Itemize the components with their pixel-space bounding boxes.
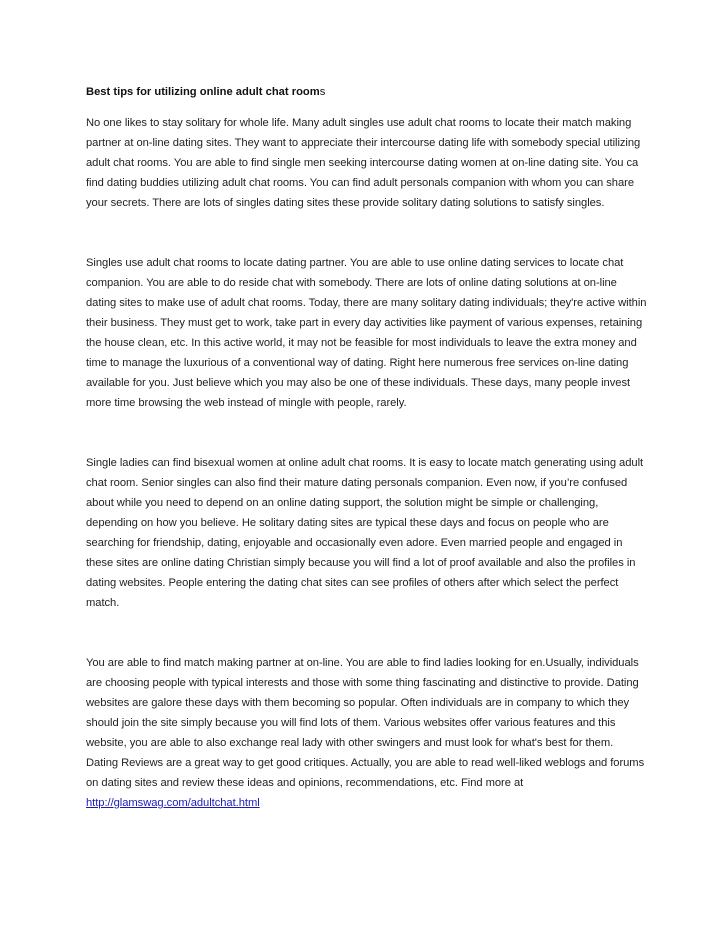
paragraph-4-text: You are able to find match making partner at on-line. You are able to find ladies looking for en.Usually, individuals are choosing people with typical interests and those with some thing fascinating and distinctive to provide. Dating websites are galore these days with them becoming so popular. Often individuals are in company to which they should join the site simply because you will find lots of them. Various websites offer various features and this website, you are able to also exchange real lady with other swingers and must look for what's best for them. Dating Reviews are a great way to get good critiques. Actually, you are able to read well-liked weblogs and forums on dating sites and review these ideas and opinions, recommendations, etc. Find more at [86, 657, 645, 789]
glamswag-link[interactable]: http://glamswag.com/adultchat.html [86, 797, 260, 809]
paragraph-4 [86, 653, 648, 813]
document-title-bold: Best tips for utilizing online adult chat room [86, 86, 320, 98]
document-body [86, 83, 648, 813]
paragraph-3: Single ladies can find bisexual women at online adult chat rooms. It is easy to locate match generating using adult chat room. Senior singles can also find their mature dating personals companion. Even now, if you’re confused about while you need to depend on an online dating support, the solution might be simple or challenging, depending on how you believe. He solitary dating sites are typical these days and focus on people who are searching for friendship, dating, enjoyable and occasionally even adore. Even married people and engaged in these sites are online dating Christian simply because you will find a lot of proof available and also the profiles in dating websites. People entering the dating chat sites can see profiles of others after which select the perfect match. [86, 457, 644, 609]
document-title-tail: s [319, 86, 326, 98]
document-title [86, 83, 648, 101]
paragraph-2: Singles use adult chat rooms to locate dating partner. You are able to use online dating services to locate chat companion. You are able to do reside chat with somebody. There are lots of online dating solutions at on-line dating sites to make use of adult chat rooms. Today, there are many solitary dating individuals; they're active within their business. They must get to work, take part in every day activities like payment of various expenses, retaining the house clean, etc. In this active world, it may not be feasible for most individuals to leave the extra money and time to manage the luxurious of a conventional way of dating. Right here numerous free services on-line dating available for you. Just believe which you may also be one of these individuals. These days, many people invest more time browsing the web instead of mingle with people, rarely. [86, 257, 647, 409]
paragraph-1: No one likes to stay solitary for whole life. Many adult singles use adult chat rooms to locate their match making partner at on-line dating sites. They want to appreciate their intercourse dating life with somebody special utilizing adult chat rooms. You are able to find single men seeking intercourse dating women at on-line dating site. You ca find dating buddies utilizing adult chat rooms. You can find adult personals companion with whom you can share your secrets. There are lots of singles dating sites these provide solitary dating solutions to satisfy singles. [86, 117, 641, 209]
